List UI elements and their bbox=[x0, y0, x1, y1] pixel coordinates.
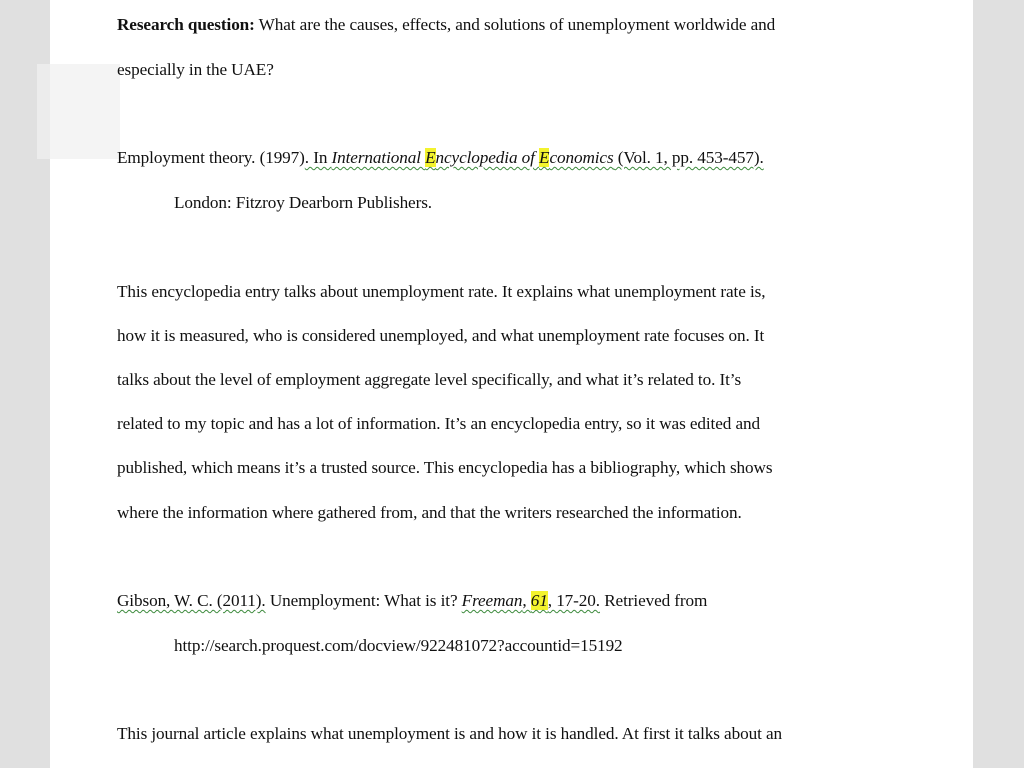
citation-2-volume: 61 bbox=[530, 591, 548, 610]
citation-1-line-2: London: Fitzroy Dearborn Publishers. bbox=[174, 193, 432, 212]
citation-1-line-1 bbox=[117, 147, 764, 169]
research-question-text: What are the causes, effects, and solutions of unemployment worldwide and bbox=[254, 15, 776, 34]
citation-2-pages: , 17-20. bbox=[547, 591, 600, 610]
annotation-1-line-1: This encyclopedia entry talks about unemployment rate. It explains what unemployment rate is, bbox=[117, 282, 766, 301]
annotation-2-line-1: This journal article explains what unemployment is and how it is handled. At first it talks about an bbox=[117, 724, 782, 743]
research-question-continued: especially in the UAE? bbox=[117, 60, 274, 79]
citation-2-author: Gibson, W. C. (2011). bbox=[117, 591, 266, 610]
citation-2-title: Unemployment: What is it? bbox=[265, 591, 462, 610]
citation-2-url: http://search.proquest.com/docview/922481072?accountid=15192 bbox=[174, 636, 623, 655]
citation-1-title: International Encyclopedia of Economics bbox=[331, 148, 614, 167]
citation-2-journal: Freeman bbox=[461, 591, 523, 610]
citation-2-retrieved: Retrieved from bbox=[600, 591, 708, 610]
citation-1-in-prefix: . In bbox=[304, 148, 332, 167]
annotation-1-line-3: talks about the level of employment aggregate level specifically, and what it’s related to. It’s bbox=[117, 370, 742, 389]
annotation-1-line-5: published, which means it’s a trusted source. This encyclopedia has a bibliography, which shows bbox=[117, 458, 773, 477]
citation-1-author-year: Employment theory. (1997) bbox=[117, 148, 305, 167]
research-question-label: Research question: bbox=[117, 15, 255, 34]
annotation-1-line-2: how it is measured, who is considered unemployed, and what unemployment rate focuses on. It bbox=[117, 326, 765, 345]
overlay-tab-inner bbox=[50, 64, 120, 159]
citation-1-volume: (Vol. 1, pp. 453-457). bbox=[613, 148, 764, 167]
annotation-1-line-4: related to my topic and has a lot of information. It’s an encyclopedia entry, so it was edited and bbox=[117, 414, 760, 433]
research-question-line bbox=[117, 14, 775, 36]
citation-2-line-1: Gibson, W. C. (2011). Unemployment: What is it? Freeman, 61, 17-20. Retrieved from bbox=[117, 591, 708, 610]
overlay-tab-left bbox=[37, 64, 50, 159]
annotation-1-line-6: where the information where gathered from, and that the writers researched the information. bbox=[117, 503, 742, 522]
